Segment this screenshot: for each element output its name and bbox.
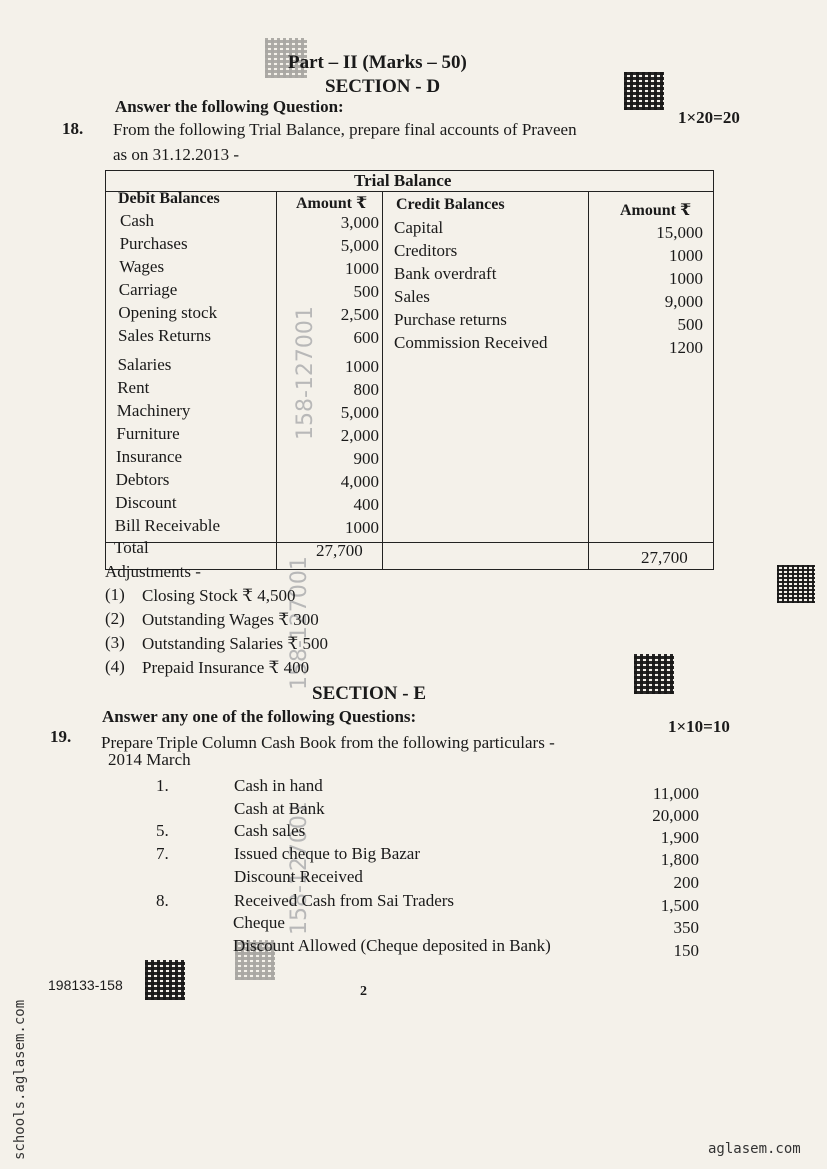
question-19-number: 19. <box>50 727 72 746</box>
adjustment-number: (2) <box>105 609 125 628</box>
debit-item-amount: 4,000 <box>340 472 379 491</box>
adjustment-number: (3) <box>105 633 125 652</box>
question-18-number: 18. <box>62 119 84 138</box>
barcode-top-right <box>624 72 664 110</box>
debit-item-amount: 5,000 <box>340 403 379 422</box>
cashbook-particular: Discount Allowed (Cheque deposited in Bank) <box>233 936 551 955</box>
adjustments-title: Adjustments - <box>105 562 201 581</box>
section-d-title: SECTION - D <box>325 76 441 97</box>
debit-item-name: Furniture <box>116 424 180 443</box>
barcode-bottom-left <box>145 960 185 1000</box>
watermark-3: 158-127001 <box>287 801 312 935</box>
cashbook-particular: Issued cheque to Big Bazar <box>234 844 420 863</box>
marks-d: 1×20=20 <box>678 108 740 127</box>
credit-header: Credit Balances <box>396 196 505 213</box>
debit-item-name: Insurance <box>116 447 183 466</box>
credit-item-amount: 1000 <box>669 246 703 265</box>
cashbook-amount: 200 <box>673 873 699 892</box>
debit-header: Debit Balances <box>118 190 220 207</box>
debit-item-name: Discount <box>115 493 177 512</box>
credit-item-amount: 15,000 <box>656 223 703 242</box>
adjustment-text: Outstanding Wages ₹ 300 <box>142 610 319 629</box>
debit-item-amount: 2,000 <box>340 426 379 445</box>
debit-item-name: Debtors <box>115 470 170 489</box>
instruction-d: Answer the following Question: <box>115 97 344 116</box>
credit-item-name: Sales <box>394 287 430 306</box>
debit-item-amount: 1000 <box>345 259 379 278</box>
cashbook-amount: 1,500 <box>660 896 699 915</box>
debit-item-name: Carriage <box>118 280 178 299</box>
cashbook-amount: 350 <box>673 918 699 937</box>
debit-item-amount: 3,000 <box>340 213 379 232</box>
credit-item-amount: 1000 <box>669 269 703 288</box>
adjustment-text: Outstanding Salaries ₹ 500 <box>142 634 328 653</box>
cashbook-particular: Cash at Bank <box>234 799 325 818</box>
question-19-text: Prepare Triple Column Cash Book from the following particulars - <box>101 733 555 752</box>
trial-balance-table <box>105 170 714 570</box>
site-bottom-label: aglasem.com <box>708 1141 801 1157</box>
debit-item-amount: 1000 <box>345 357 379 376</box>
debit-item-name: Machinery <box>116 401 191 420</box>
credit-item-name: Creditors <box>394 241 458 260</box>
footer-code: 198133-158 <box>48 977 123 993</box>
cashbook-amount: 20,000 <box>652 806 699 825</box>
debit-item-amount: 400 <box>353 495 379 514</box>
cashbook-amount: 150 <box>673 941 699 960</box>
credit-item-name: Commission Received <box>394 333 548 352</box>
credit-item-name: Bank overdraft <box>394 264 497 283</box>
instruction-e: Answer any one of the following Questions: <box>102 707 417 726</box>
cashbook-particular: Discount Received <box>234 867 363 886</box>
debit-item-amount: 5,000 <box>340 236 379 255</box>
total-label: Total <box>114 538 149 557</box>
question-18-text-line2: as on 31.12.2013 - <box>113 145 240 164</box>
debit-item-amount: 900 <box>353 449 379 468</box>
adjustment-text: Closing Stock ₹ 4,500 <box>142 586 296 605</box>
total-credit: 27,700 <box>641 548 688 567</box>
cashbook-date: 7. <box>156 844 169 863</box>
trial-balance-title: Trial Balance <box>354 171 452 190</box>
debit-item-amount: 2,500 <box>340 305 379 324</box>
adjustment-number: (1) <box>105 585 125 604</box>
marks-e: 1×10=10 <box>668 717 730 736</box>
debit-item-amount: 600 <box>353 328 379 347</box>
cashbook-particular: Cash in hand <box>234 776 323 795</box>
cashbook-date: 5. <box>156 821 169 840</box>
cashbook-amount: 1,900 <box>660 828 699 847</box>
debit-item-name: Cash <box>120 211 154 230</box>
barcode-mid-right <box>634 654 674 694</box>
debit-item-name: Wages <box>119 257 165 276</box>
debit-item-name: Purchases <box>119 234 188 253</box>
part-title: Part – II (Marks – 50) <box>288 52 467 73</box>
cashbook-particular: Cash sales <box>234 821 306 840</box>
debit-item-name: Sales Returns <box>118 326 212 345</box>
debit-amount-header: Amount ₹ <box>296 195 368 212</box>
section-e-title: SECTION - E <box>312 683 427 704</box>
question-18-text-line1: From the following Trial Balance, prepare final accounts of Praveen <box>113 120 577 139</box>
credit-item-amount: 500 <box>677 315 703 334</box>
total-debit: 27,700 <box>316 541 363 560</box>
cashbook-particular: Received Cash from Sai Traders <box>234 891 455 910</box>
cashbook-particular: Cheque <box>233 913 285 932</box>
watermark-2: 158-127001 <box>287 556 312 690</box>
cashbook-amount: 1,800 <box>660 850 699 869</box>
debit-item-amount: 1000 <box>345 518 379 537</box>
credit-item-name: Purchase returns <box>394 310 507 329</box>
question-19-period: 2014 March <box>108 750 191 769</box>
site-side-label: schools.aglasem.com <box>12 999 28 1160</box>
credit-item-name: Capital <box>394 218 444 237</box>
credit-item-amount: 1200 <box>669 338 703 357</box>
debit-item-amount: 500 <box>353 282 379 301</box>
adjustment-number: (4) <box>105 657 125 676</box>
credit-item-amount: 9,000 <box>664 292 703 311</box>
debit-item-name: Rent <box>117 378 150 397</box>
adjustment-text: Prepaid Insurance ₹ 400 <box>142 658 310 677</box>
qr-code-right <box>777 565 815 603</box>
debit-item-name: Opening stock <box>118 303 218 322</box>
cashbook-amount: 11,000 <box>652 784 699 803</box>
credit-amount-header: Amount ₹ <box>620 202 692 219</box>
debit-item-amount: 800 <box>353 380 379 399</box>
cashbook-date: 8. <box>156 891 169 910</box>
debit-item-name: Salaries <box>117 355 172 374</box>
watermark-1: 158-127001 <box>293 306 318 440</box>
debit-item-name: Bill Receivable <box>114 516 221 535</box>
page-number: 2 <box>360 984 367 999</box>
cashbook-date: 1. <box>156 776 169 795</box>
